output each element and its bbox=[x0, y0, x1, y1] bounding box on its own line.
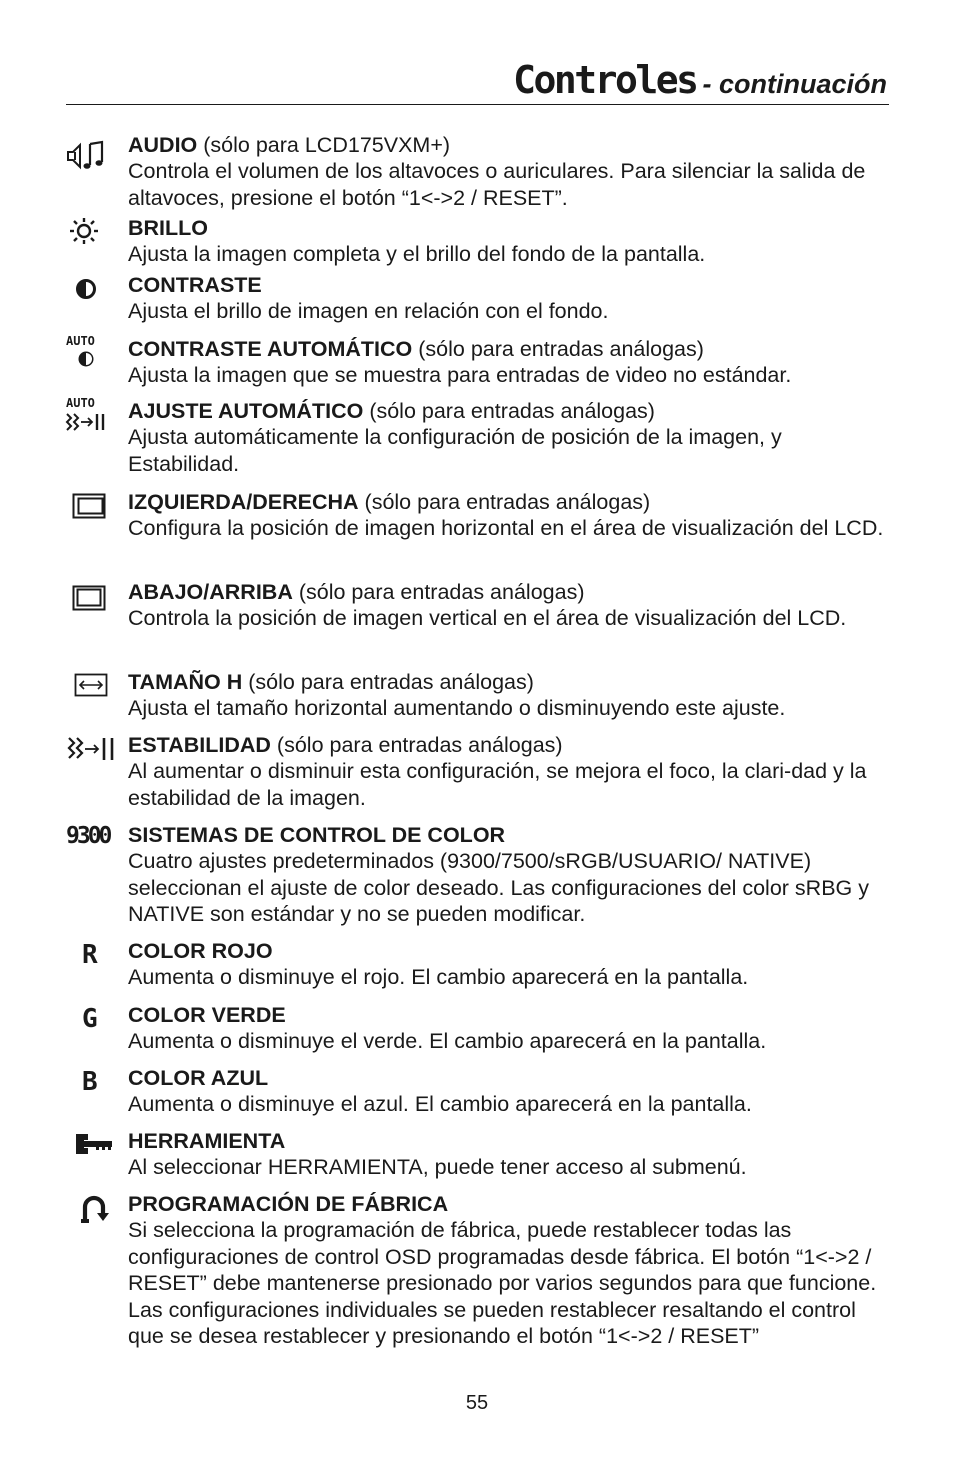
sun-icon bbox=[68, 217, 100, 245]
entry-name: AJUSTE AUTOMÁTICO bbox=[128, 399, 364, 423]
entry-text bbox=[128, 822, 888, 928]
entry-description: Configura la posición de imagen horizontal en el área de visualización del LCD. bbox=[128, 516, 884, 541]
h-size-icon bbox=[74, 673, 108, 697]
entry-text bbox=[128, 398, 888, 477]
letter-g-icon bbox=[82, 1004, 98, 1034]
entry-text bbox=[128, 669, 888, 722]
letter-b-icon bbox=[82, 1067, 98, 1097]
entry-description: Aumenta o disminuye el rojo. El cambio aparecerá en la pantalla. bbox=[128, 965, 749, 990]
entry-name: IZQUIERDA/DERECHA bbox=[128, 490, 359, 514]
entry-name: PROGRAMACIÓN DE FÁBRICA bbox=[128, 1192, 449, 1216]
entry-description: Aumenta o disminuye el azul. El cambio aparecerá en la pantalla. bbox=[128, 1092, 752, 1117]
stability-icon bbox=[66, 736, 118, 762]
entry-description: Si selecciona la programación de fábrica, puede restablecer todas las configuraciones de control OSD programadas desde fábrica. El botón “1<->2 / RESET” debe mantenerse presionado por varios segundos para que funcione. Las configuraciones individuales se pueden restablecer resaltando el control que se desea restablecer y presionando el botón “1<->2 / RESET” bbox=[128, 1218, 877, 1349]
auto-adjust-icon bbox=[64, 398, 112, 434]
entry-text bbox=[128, 938, 888, 991]
entry-name: ESTABILIDAD bbox=[128, 733, 271, 757]
entry-text bbox=[128, 1128, 888, 1181]
entry-name: HERRAMIENTA bbox=[128, 1129, 286, 1153]
entry-description: Ajusta el tamaño horizontal aumentando o disminuyendo este ajuste. bbox=[128, 696, 786, 721]
entry-note: (sólo para entradas análogas) bbox=[298, 580, 585, 604]
entry-note: (sólo para entradas análogas) bbox=[418, 337, 704, 361]
entry-text bbox=[128, 336, 888, 389]
factory-reset-icon bbox=[78, 1195, 110, 1225]
entry-note: (sólo para entradas análogas) bbox=[248, 670, 534, 694]
entry-description: Aumenta o disminuye el verde. El cambio aparecerá en la pantalla. bbox=[128, 1029, 767, 1054]
icon-auto-label: AUTO bbox=[66, 334, 95, 348]
icon-g-label: G bbox=[82, 1004, 98, 1034]
entry-name: COLOR ROJO bbox=[128, 939, 273, 963]
entry-note: (sólo para entradas análogas) bbox=[276, 733, 563, 757]
letter-r-icon bbox=[82, 940, 98, 970]
entry-description: Ajusta la imagen que se muestra para entradas de video no estándar. bbox=[128, 363, 792, 388]
entry-description: Controla la posición de imagen vertical en el área de visualización del LCD. bbox=[128, 606, 847, 631]
entry-name: COLOR VERDE bbox=[128, 1003, 286, 1027]
page-title bbox=[513, 58, 887, 102]
entry-description: Controla el volumen de los altavoces o auriculares. Para silenciar la salida de altavoces, presione el botón “1<->2 / RESET”. bbox=[128, 159, 866, 210]
entry-text bbox=[128, 1191, 888, 1349]
page-header bbox=[66, 52, 889, 105]
entry-name: ABAJO/ARRIBA bbox=[128, 580, 293, 604]
entry-text bbox=[128, 272, 888, 325]
entry-text bbox=[128, 732, 888, 811]
entry-note: (sólo para entradas análogas) bbox=[369, 399, 655, 423]
entry-description: Ajusta el brillo de imagen en relación con el fondo. bbox=[128, 299, 609, 324]
vertical-position-icon bbox=[72, 585, 106, 611]
entry-description: Al aumentar o disminuir esta configuración, se mejora el foco, la clari-dad y la estabilidad de la imagen. bbox=[128, 759, 867, 810]
entry-note: (sólo para entradas análogas) bbox=[364, 490, 651, 514]
entry-name: AUDIO bbox=[128, 133, 198, 157]
icon-r-label: R bbox=[82, 940, 98, 970]
entry-note: (sólo para LCD175VXM+) bbox=[203, 133, 451, 157]
title-subtitle: - continuación bbox=[702, 69, 887, 99]
entry-description: Ajusta automáticamente la configuración de posición de la imagen, y Estabilidad. bbox=[128, 425, 782, 476]
entry-name: CONTRASTE AUTOMÁTICO bbox=[128, 337, 413, 361]
entry-description: Al seleccionar HERRAMIENTA, puede tener acceso al submenú. bbox=[128, 1155, 747, 1180]
horizontal-position-icon bbox=[72, 493, 106, 519]
entry-name: SISTEMAS DE CONTROL DE COLOR bbox=[128, 823, 506, 847]
icon-b-label: B bbox=[82, 1067, 98, 1097]
title-main: Controles bbox=[513, 58, 697, 102]
speaker-music-icon bbox=[66, 140, 106, 172]
wrench-icon bbox=[74, 1132, 114, 1158]
icon-9300-label: 9300 bbox=[66, 823, 110, 849]
entry-name: TAMAÑO H bbox=[128, 670, 243, 694]
entry-text bbox=[128, 579, 888, 632]
contrast-icon bbox=[74, 278, 98, 300]
entry-name: COLOR AZUL bbox=[128, 1066, 269, 1090]
entry-text bbox=[128, 215, 888, 268]
color-temp-9300-icon bbox=[66, 823, 109, 849]
auto-contrast-icon bbox=[66, 336, 110, 372]
entry-name: CONTRASTE bbox=[128, 273, 262, 297]
entry-text bbox=[128, 1065, 888, 1118]
entry-text bbox=[128, 132, 888, 211]
entry-text bbox=[128, 1002, 888, 1055]
page-number: 55 bbox=[465, 1392, 489, 1414]
entry-text bbox=[128, 489, 888, 542]
entry-description: Ajusta la imagen completa y el brillo del fondo de la pantalla. bbox=[128, 242, 706, 267]
entry-description: Cuatro ajustes predeterminados (9300/7500/sRGB/USUARIO/ NATIVE) seleccionan el ajuste de color deseado. Las configuraciones del color sRBG y NATIVE son estándar y no se pueden modificar. bbox=[128, 849, 869, 927]
icon-auto-label: AUTO bbox=[66, 396, 95, 410]
entry-name: BRILLO bbox=[128, 216, 209, 240]
